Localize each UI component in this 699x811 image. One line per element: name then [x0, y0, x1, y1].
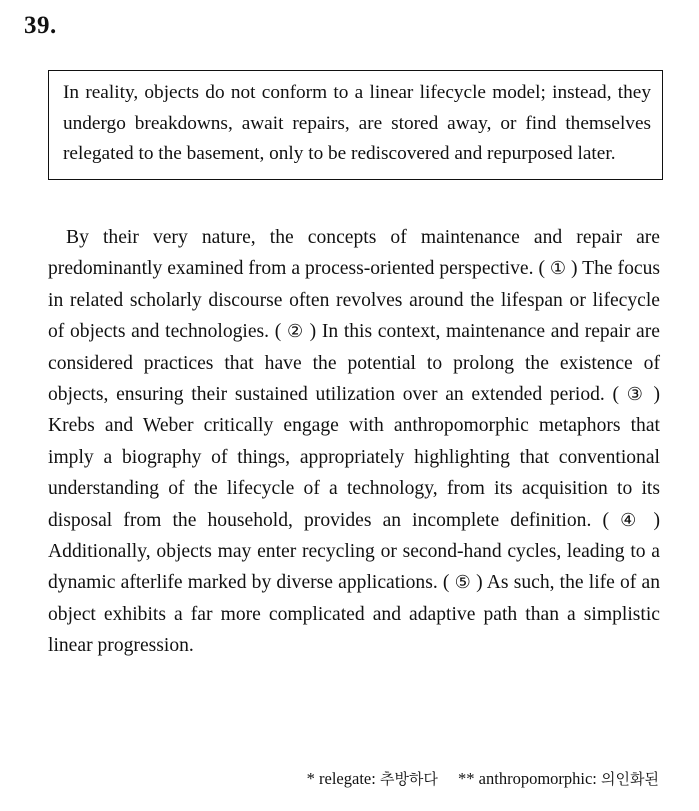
footnote-mark: **	[458, 769, 475, 788]
insertion-marker: ④	[620, 509, 643, 531]
passage-segment: Krebs and Weber critically engage with anthropomorphic metaphors that imply a biography of things, appropriately highlighting that conventional understanding of the lifecycle of a technology, from its acquisition to its disposal from the household, provides an incomplete definition.	[48, 415, 660, 531]
insertion-marker: ②	[286, 321, 304, 343]
passage	[48, 222, 660, 662]
insertion-marker: ③	[626, 384, 646, 406]
insertion-point-3: ( ③ )	[612, 384, 660, 406]
question-number: 39.	[24, 12, 57, 39]
insertion-marker: ①	[549, 258, 567, 280]
passage-segment: As such, the life of an object exhibits a far more complicated and adaptive path than a simplistic linear progression.	[48, 572, 660, 657]
footnote-mark: *	[306, 769, 315, 788]
insertion-point-5: ( ⑤ )	[442, 572, 483, 594]
passage-segment: Additionally, objects may enter recycling or second-hand cycles, leading to a dynamic afterlife marked by diverse applications.	[48, 541, 660, 594]
insertion-point-1: ( ① )	[538, 258, 578, 280]
footnote-term: anthropomorphic:	[478, 769, 597, 788]
given-sentence-box	[48, 70, 663, 180]
footnote-term: relegate:	[319, 769, 376, 788]
passage-text	[48, 222, 660, 662]
given-sentence: In reality, objects do not conform to a linear lifecycle model; instead, they undergo breakdowns, await repairs, are stored away, or find themselves relegated to the basement, only to be rediscovered and repurposed later.	[63, 82, 651, 164]
passage-segment: In this context, maintenance and repair are considered practices that have the potential to prolong the existence of objects, ensuring their sustained utilization over an extended period.	[48, 321, 660, 406]
insertion-point-2: ( ② )	[274, 321, 317, 343]
insertion-marker: ⑤	[454, 572, 471, 594]
footnote-meaning: 의인화된	[601, 770, 659, 788]
footnotes	[307, 768, 659, 789]
footnote-meaning: 추방하다	[379, 770, 438, 788]
insertion-point-4: ( ④ )	[602, 509, 660, 531]
passage-segment: The focus in related scholarly discourse often revolves around the lifespan or lifecycle of objects and technologies.	[48, 258, 660, 343]
passage-segment: By their very nature, the concepts of maintenance and repair are predominantly examined from a process-oriented perspective.	[48, 227, 660, 280]
